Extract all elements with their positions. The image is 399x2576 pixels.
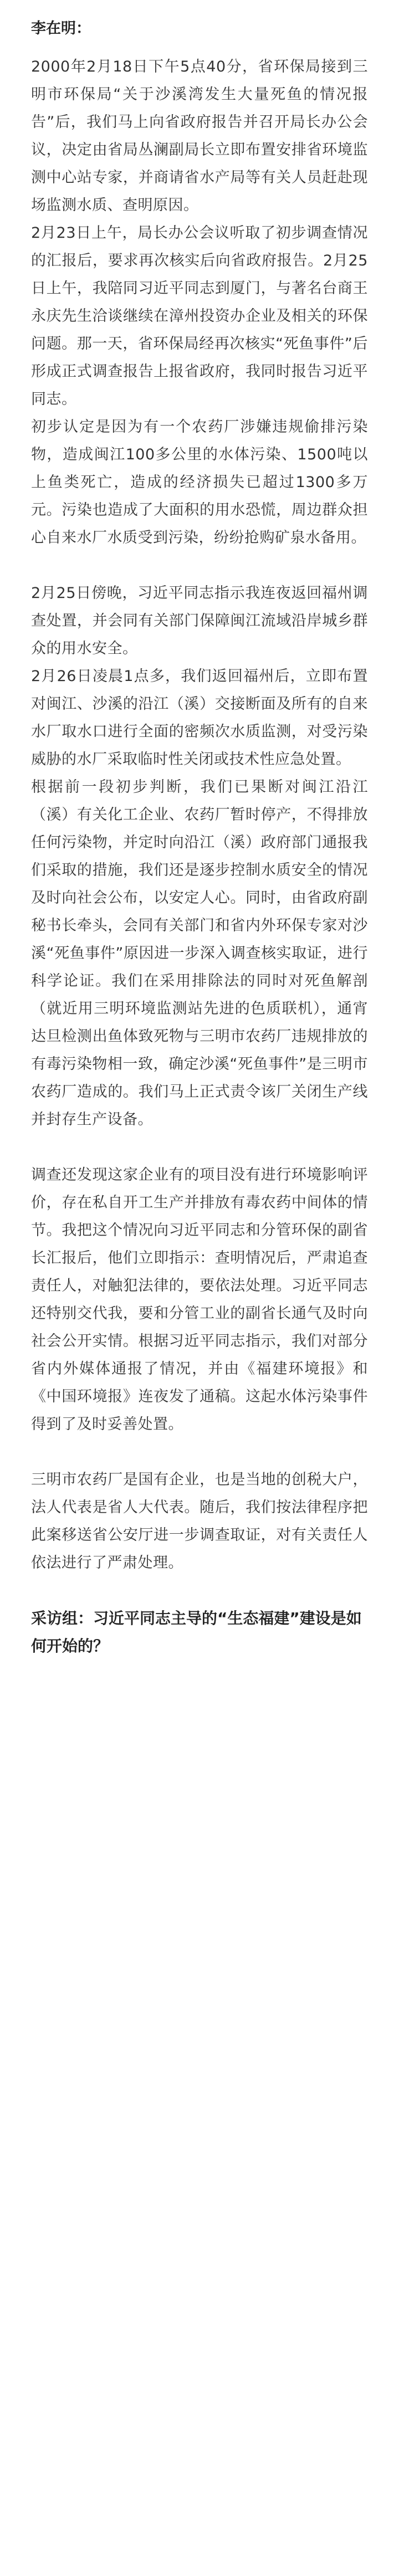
paragraph: 调查还发现这家企业有的项目没有进行环境影响评价，存在私自开工生产并排放有毒农药中间体的情节。我把这个情况向习近平同志和分管环保的副省长汇报后，他们立即指示：查明情况后，严肃追查责任人，对触犯法律的，要依法处理。习近平同志还特别交代我，要和分管工业的副省长通气及时向社会公开实情。根据习近平同志指示，我们对部分省内外媒体通报了情况，并由《福建环境报》和《中国环境报》连夜发了通稿。这起水体污染事件得到了及时妥善处置。 — [31, 1166, 368, 1433]
paragraph: 2000年2月18日下午5点40分，省环保局接到三明市环保局“关于沙溪湾发生大量死鱼的情况报告”后，我们马上向省政府报告并召开局长办公会议，决定由省局丛澜副局长立即布置安排省环境监测中心站专家，并商请省水产局等有关人员赶赴现场监测水质、查明原因。 — [31, 58, 368, 214]
paragraph: 根据前一段初步判断，我们已果断对闽江沿江（溪）有关化工企业、农药厂暂时停产，不得排放任何污染物，并定时向沿江（溪）政府部门通报我们采取的措施，我们还是逐步控制水质安全的情况及时向社会公布，以安定人心。同时，由省政府副秘书长牵头，会同有关部门和省内外环保专家对沙溪“死鱼事件”原因进一步深入调查核实取证，进行科学论证。我们在采用排除法的同时对死鱼解剖（就近用三明环境监测站先进的色质联机），通宵达旦检测出鱼体致死物与三明市农药厂违规排放的有毒污染物相一致，确定沙溪“死鱼事件”是三明市农药厂造成的。我们马上正式责令该厂关闭生产线并封存生产设备。 — [31, 779, 368, 1128]
speaker-label: 李在明： — [31, 20, 91, 37]
paragraph-spacer — [31, 1134, 368, 1161]
paragraph-spacer — [31, 1438, 368, 1466]
paragraph: 三明市农药厂是国有企业，也是当地的创税大户，法人代表是省人大代表。随后，我们按法律程序把此案移送省公安厅进一步调查取证，对有关责任人依法进行了严肃处理。 — [31, 1471, 368, 1571]
paragraph: 初步认定是因为有一个农药厂涉嫌违规偷排污染物，造成闽江100多公里的水体污染、1500吨以上鱼类死亡，造成的经济损失已超过1300多万元。污染也造成了大面积的用水恐慌，周边群众担心自来水厂水质受到污染，纷纷抢购矿泉水备用。 — [31, 418, 368, 546]
paragraph: 2月23日上午，局长办公会议听取了初步调查情况的汇报后，要求再次核实后向省政府报告。2月25日上午，我陪同习近平同志到厦门，与著名台商王永庆先生洽谈继续在漳州投资办企业及相关的环保问题。那一天，省环保局经再次核实“死鱼事件”后形成正式调查报告上报省政府，我同时报告习近平同志。 — [31, 224, 368, 408]
paragraph: 2月25日傍晚，习近平同志指示我连夜返回福州调查处置，并会同有关部门保障闽江流域沿岸城乡群众的用水安全。 — [31, 585, 368, 657]
paragraph-spacer — [31, 1577, 368, 1605]
interview-question: 采访组：习近平同志主导的“生态福建”建设是如何开始的？ — [31, 1609, 362, 1655]
paragraph: 2月26日凌晨1点多，我们返回福州后，立即布置对闽江、沙溪的沿江（溪）交接断面及所有的自来水厂取水口进行全面的密频次水质监测，对受污染威胁的水厂采取临时性关闭或技术性应急处置。 — [31, 668, 368, 768]
paragraph-spacer — [31, 552, 368, 580]
